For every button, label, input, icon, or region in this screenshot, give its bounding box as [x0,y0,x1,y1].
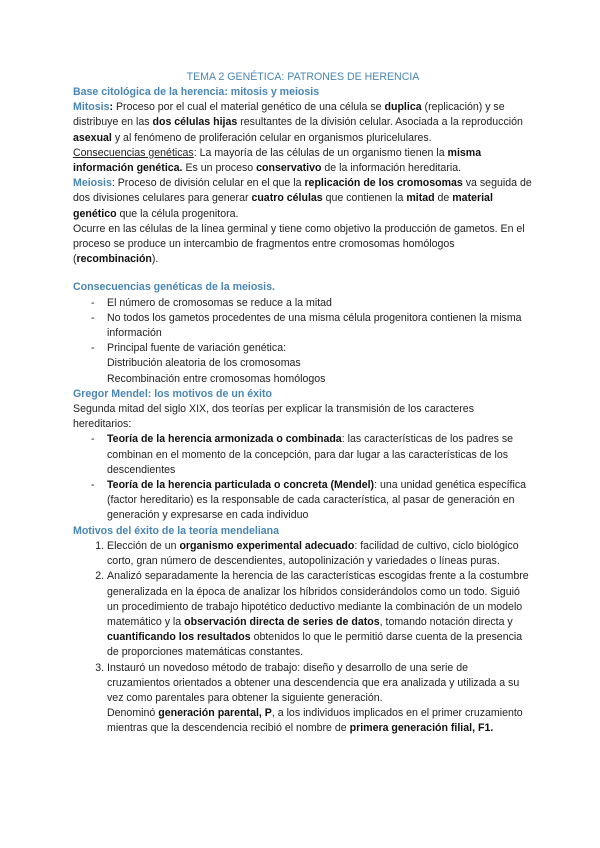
document-page [73,70,533,737]
variation-sub-item: Distribución aleatoria de los cromosomas [107,357,301,370]
list-item: 3. Instauró un novedoso método de trabajo: diseño y desarrollo de una serie de cruzamientos orientados a obtener una descendencia que era analizada y utilizada a su vez como parentales para obtener la siguiente generación. Denominó generación parental, P, a los individuos implicados en el primer cruzamiento mientras que la descendencia recibió el nombre de primera generación filial, F1. [107,661,533,737]
paragraph-meiosis-germinal: Ocurre en las células de la línea germinal y tiene como objetivo la producción de gametos. En el proceso se produce un intercambio de fragmentos entre cromosomas homólogos (recombinación). [73,222,525,266]
spacer [73,267,533,280]
heading-base-citologica: Base citológica de la herencia: mitosis y meiosis [73,86,320,98]
document-title: TEMA 2 GENÉTICA: PATRONES DE HERENCIA [186,71,420,83]
paragraph-mendel-intro: Segunda mitad del siglo XIX, dos teorías per explicar la transmisión de los caracteres hereditarios: [73,403,475,431]
mitosis-label: Mitosis [73,101,110,114]
list-item: - Principal fuente de variación genética: Distribución aleatoria de los cromosomas Recombinación entre cromosomas homólogos [107,341,533,387]
variation-sub-item: Recombinación entre cromosomas homólogos [107,372,326,385]
meiosis-label: Meiosis [73,177,112,190]
paragraph-meiosis: Meiosis: Proceso de división celular en el que la replicación de los cromosomas va seguida de dos divisiones celulares para generar cuatro células que contienen la mitad de material genético que la célula progenitora. [73,177,532,220]
theories-list [73,432,533,523]
consecuencias-label: Consecuencias genéticas [73,146,194,159]
list-item: - Teoría de la herencia armonizada o combinada: las características de los padres se combinan en el momento de la concepción, para dar lugar a las características de los descendientes [107,432,533,478]
consecuencias-list [73,296,533,387]
heading-mendel: Gregor Mendel: los motivos de un éxito [73,387,272,400]
list-item: - Teoría de la herencia particulada o concreta (Mendel): una unidad genética específica (factor hereditario) es la responsable de cada característica, al pasar de generación en generación y expresarse en cada individuo [107,478,533,524]
heading-consecuencias-meiosis: Consecuencias genéticas de la meiosis. [73,281,275,294]
list-item: - No todos los gametos procedentes de una misma célula progenitora contienen la misma información [107,311,533,341]
list-item: 1. Elección de un organismo experimental adecuado: facilidad de cultivo, ciclo biológico corto, gran número de descendientes, autopolinización y variedades o líneas puras. [107,539,533,569]
paragraph-mitosis: Mitosis: Proceso por el cual el material genético de una célula se duplica (replicación) y se distribuye en las dos células hijas resultantes de la división celular. Asociada a la reproducción asexual y al fenómeno de proliferación celular en organismos pluricelulares. [73,101,523,144]
paragraph-consecuencias-mitosis: Consecuencias genéticas: La mayoría de las células de un organismo tienen la misma información genética. Es un proceso conservativo de la información hereditaria. [73,146,482,175]
heading-motivos: Motivos del éxito de la teoría mendeliana [73,524,280,537]
list-item: - El número de cromosomas se reduce a la mitad [107,296,533,311]
list-item: 2. Analizó separadamente la herencia de las características escogidas frente a la costumbre generalizada en la época de analizar los híbridos considerándolos como un todo. Siguió un procedimiento de trabajo hipotético deductivo mediante la combinación de un modelo matemático y la observación directa de series de datos, tomando notación directa y cuantificando los resultados obtenidos lo que le permitió darse cuenta de la presencia de proporciones matemáticas constantes. [107,569,533,660]
motivos-list [73,539,533,737]
